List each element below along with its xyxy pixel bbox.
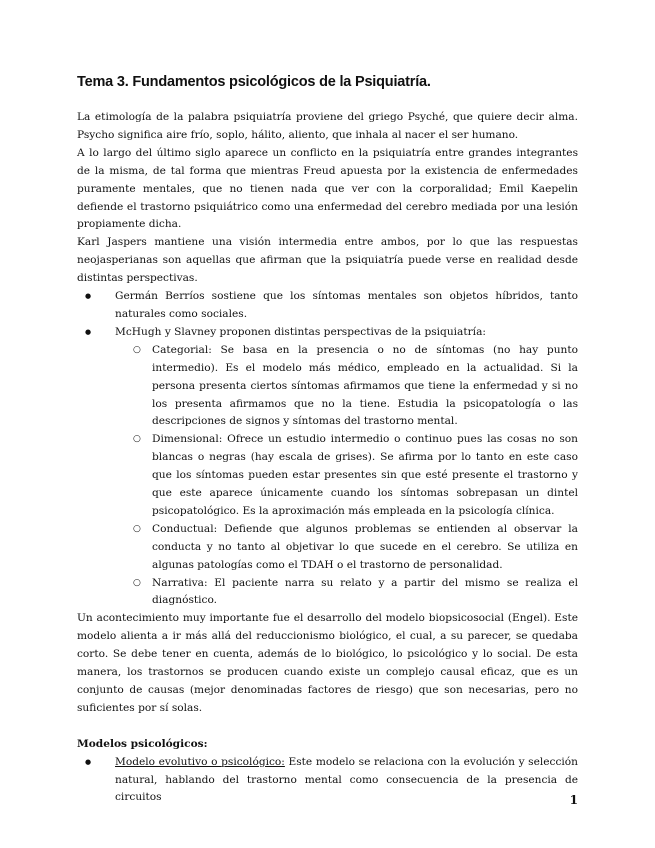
bullet-mchugh-text: McHugh y Slavney proponen distintas perspectivas de la psiquiatría: — [115, 325, 486, 338]
page-title: Tema 3. Fundamentos psicológicos de la Psiquiatría. — [77, 74, 431, 90]
paragraph-etymology: La etimología de la palabra psiquiatría proviene del griego Psyché, que quiere decir alma. Psycho significa aire frío, soplo, hálito, aliento, que inhala al nacer el ser humano. — [77, 111, 578, 141]
mchugh-sublist — [115, 342, 578, 611]
paragraph-biopsicosocial: Un acontecimiento muy importante fue el desarrollo del modelo biopsicosocial (Engel). Este modelo alienta a ir más allá del reduccionismo biológico, el cual, a su parecer, se quedaba corto. Se debe tener en cuenta, además de lo biológico, lo psicológico y lo social. De esta manera, los trastornos se producen cuando existe un complejo causal eficaz, que es un conjunto de causas (mejor denominadas factores de riesgo) que son necesarias, pero no suficientes por sí solas. — [77, 612, 578, 714]
sub-bullet-conductual: ○ Conductual: Defiende que algunos problemas se entienden al observar la conducta y no tanto al objetivar lo que sucede en el cerebro. Se utiliza en algunas patologías como el TDAH o el trastorno de personalidad. — [152, 521, 578, 575]
sub-bullet-dimensional: ○ Dimensional: Ofrece un estudio intermedio o continuo pues las cosas no son blancas o negras (hay escala de grises). Se afirma por lo tanto en este caso que los síntomas pueden estar presentes sin que esté presente el trastorno y que este aparece únicamente cuando los síntomas sobrepasan un dintel psicopatológico. Es la aproximación más empleada en la psicología clínica. — [152, 431, 578, 521]
bullet-modelo-evolutivo — [115, 754, 578, 808]
model-label: Modelo evolutivo o psicológico: — [115, 755, 285, 768]
paragraph-jaspers: Karl Jaspers mantiene una visión intermedia entre ambos, por lo que las respuestas neojasperianas son aquellas que afirman que la psiquiatría puede verse en realidad desde distintas perspectivas. — [77, 236, 578, 285]
sub-bullet-categorial: ○ Categorial: Se basa en la presencia o no de síntomas (no hay punto intermedio). Es el modelo más médico, empleado en la actualidad. Si la persona presenta ciertos síntomas afirmamos que tiene la enfermedad y si no los presenta afirmamos que no la tiene. Estudia la psicopatología o las descripciones de signos y síntomas del trastorno mental. — [152, 342, 578, 432]
page-number: 1 — [569, 793, 578, 807]
document-body — [77, 109, 578, 807]
bullet-berrios: ● Germán Berríos sostiene que los síntomas mentales son objetos híbridos, tanto naturales como sociales. — [115, 288, 578, 324]
model-description: Este modelo se relaciona con la evolución y selección natural, hablando del trastorno mental como consecuencia de la presencia de circuitos — [115, 755, 578, 804]
models-list — [77, 754, 578, 808]
section-heading-models: Modelos psicológicos: — [77, 737, 208, 750]
paragraph-conflict: A lo largo del último siglo aparece un conflicto en la psiquiatría entre grandes integrantes de la misma, de tal forma que mientras Freud apuesta por la existencia de enfermedades puramente mentales, que no tienen nada que ver con la corporalidad; Emil Kaepelin defiende el trastorno psiquiátrico como una enfermedad del cerebro mediada por una lesión propiamente dicha. — [77, 146, 578, 231]
bullet-mchugh — [115, 324, 578, 611]
perspectives-list — [77, 288, 578, 610]
sub-bullet-narrativa: ○ Narrativa: El paciente narra su relato y a partir del mismo se realiza el diagnóstico. — [152, 575, 578, 611]
